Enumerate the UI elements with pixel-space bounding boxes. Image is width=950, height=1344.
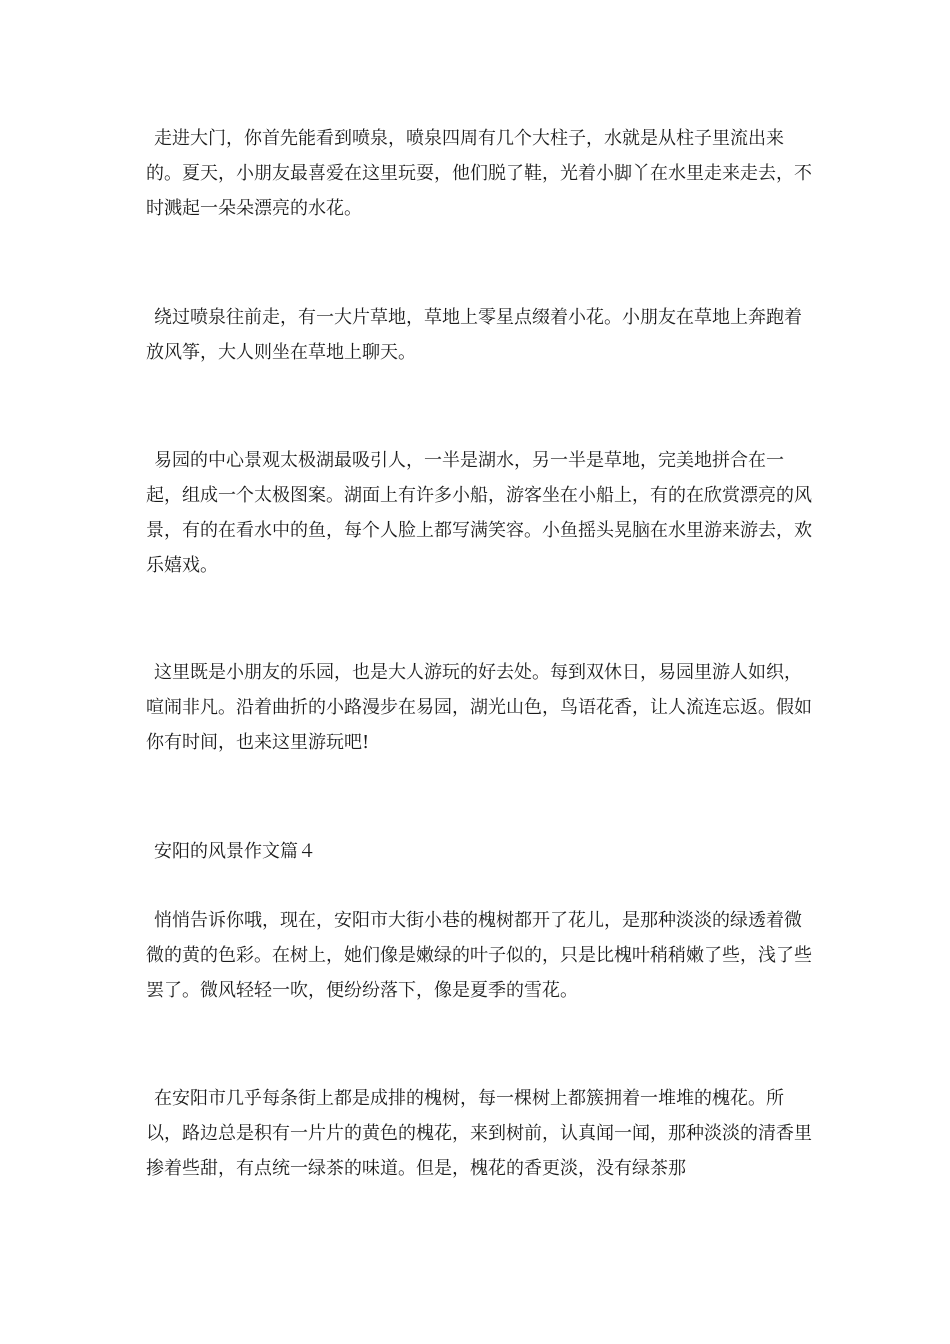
paragraph-weekend: 这里既是小朋友的乐园，也是大人游玩的好去处。每到双休日，易园里游人如织，喧闹非凡。沿着曲折的小路漫步在易园，湖光山色，鸟语花香，让人流连忘返。假如你有时间，也来这里游玩吧! <box>146 662 812 753</box>
paragraph-taiji-lake: 易园的中心景观太极湖最吸引人，一半是湖水，另一半是草地，完美地拼合在一起，组成一个太极图案。湖面上有许多小船，游客坐在小船上，有的在欣赏漂亮的风景，有的在看水中的鱼，每个人脸上都写满笑容。小鱼摇头晃脑在水里游来游去，欢乐嬉戏。 <box>146 450 812 576</box>
paragraph-locust-blossom: 悄悄告诉你哦，现在，安阳市大街小巷的槐树都开了花儿，是那种淡淡的绿透着微微的黄的色彩。在树上，她们像是嫩绿的叶子似的，只是比槐叶稍稍嫩了些，浅了些罢了。微风轻轻一吹，便纷纷落下，像是夏季的雪花。 <box>146 910 812 1001</box>
paragraph-lawn: 绕过喷泉往前走，有一大片草地，草地上零星点缀着小花。小朋友在草地上奔跑着放风筝，大人则坐在草地上聊天。 <box>146 307 802 363</box>
section-heading: 安阳的风景作文篇４ <box>154 841 316 862</box>
paragraph-locust-streets: 在安阳市几乎每条街上都是成排的槐树，每一棵树上都簇拥着一堆堆的槐花。所以，路边总是积有一片片的黄色的槐花，来到树前，认真闻一闻，那种淡淡的清香里掺着些甜，有点统一绿茶的味道。但是，槐花的香更淡，没有绿茶那 <box>146 1088 812 1179</box>
paragraph-fountain: 走进大门，你首先能看到喷泉，喷泉四周有几个大柱子，水就是从柱子里流出来的。夏天，小朋友最喜爱在这里玩耍，他们脱了鞋，光着小脚丫在水里走来走去，不时溅起一朵朵漂亮的水花。 <box>146 128 812 219</box>
